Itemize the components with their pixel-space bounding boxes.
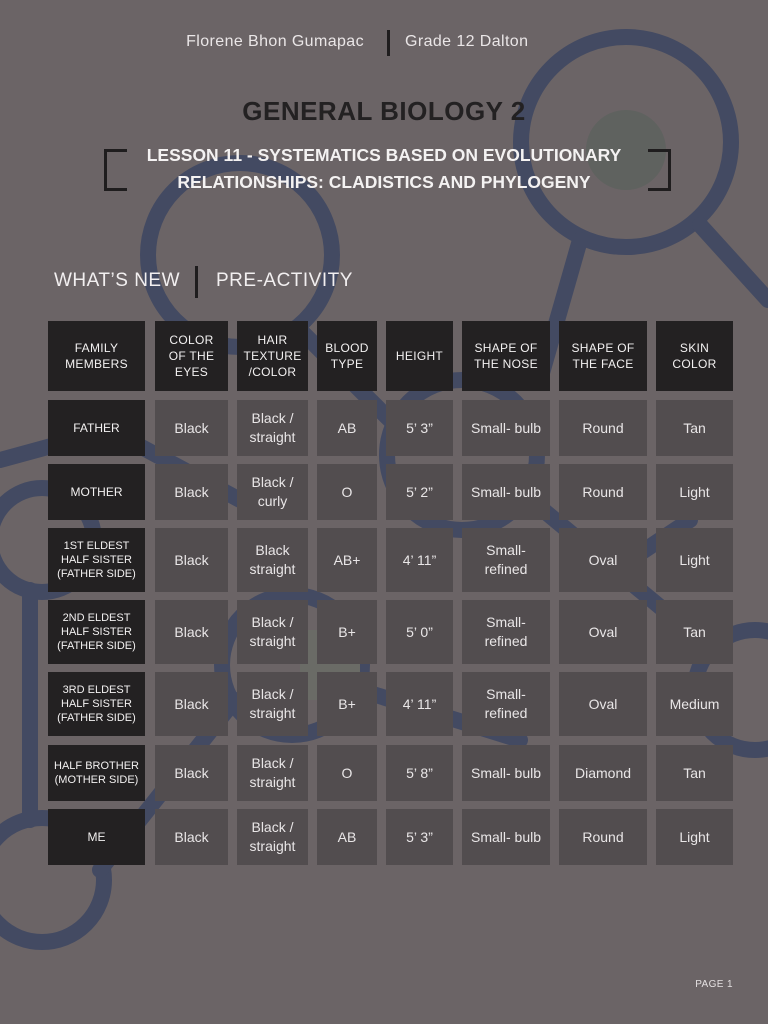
cell-text-line: (MOTHER SIDE): [54, 774, 139, 786]
table-cell-blood-type: AB: [317, 400, 377, 456]
cell-text-line: BLOOD: [325, 341, 369, 355]
table-cell-height: 5’ 3”: [386, 400, 453, 456]
table-cell-hair-texture-color: [237, 400, 308, 456]
cell-text-line: Black /: [251, 755, 294, 771]
cell-text-line: 2ND ELDEST: [62, 612, 131, 624]
author-name: Florene Bhon Gumapac: [186, 33, 364, 50]
table-cell-blood-type: AB: [317, 809, 377, 865]
table-cell-blood-type: B+: [317, 672, 377, 736]
table-cell-skin-color: Light: [656, 528, 733, 592]
table-cell-nose-shape: [462, 528, 550, 592]
cell-text-line: straight: [249, 838, 296, 854]
table-cell-nose-shape: [462, 400, 550, 456]
grade-section: Grade 12 Dalton: [405, 33, 529, 50]
table-cell-hair-texture-color: [237, 809, 308, 865]
cell-text-line: SHAPE OF: [571, 341, 635, 355]
cell-text-line: refined: [484, 705, 528, 721]
table-cell-face-shape: Round: [559, 400, 647, 456]
cell-text-line: TYPE: [330, 357, 364, 371]
cell-text-line: OF THE: [168, 349, 215, 363]
column-header-hair-texture-color: [237, 321, 308, 391]
table-cell-height: 5’ 8”: [386, 745, 453, 801]
row-header-family-member: [48, 464, 145, 520]
cell-text-line: HALF SISTER: [61, 626, 132, 638]
section-sublabel: PRE-ACTIVITY: [216, 270, 353, 291]
cell-text-line: FAMILY: [74, 341, 119, 355]
table-cell-skin-color: Medium: [656, 672, 733, 736]
cell-text-line: Black /: [251, 686, 294, 702]
cell-text-line: SHAPE OF: [474, 341, 538, 355]
table-cell-nose-shape: [462, 745, 550, 801]
cell-text-line: HEIGHT: [395, 349, 444, 363]
page-number: PAGE 1: [695, 979, 733, 990]
cell-text-line: SKIN: [679, 341, 710, 355]
table-cell-skin-color: Tan: [656, 400, 733, 456]
cell-text-line: (FATHER SIDE): [57, 568, 136, 580]
cell-text-line: Black /: [251, 819, 294, 835]
cell-text-line: THE NOSE: [474, 357, 538, 371]
cell-text-line: Small- bulb: [470, 483, 542, 500]
table-cell-height: 4’ 11”: [386, 528, 453, 592]
cell-text-line: TEXTURE: [243, 349, 302, 363]
column-header-blood-type: [317, 321, 377, 391]
cell-text-line: straight: [249, 774, 296, 790]
table-cell-eye-color: Black: [155, 464, 228, 520]
table-cell-nose-shape: [462, 600, 550, 664]
table-cell-skin-color: Light: [656, 809, 733, 865]
table-cell-height: 5’ 0”: [386, 600, 453, 664]
cell-text-line: Small- bulb: [470, 764, 542, 781]
row-header-family-member: [48, 600, 145, 664]
table-cell-face-shape: Oval: [559, 528, 647, 592]
table-cell-hair-texture-color: [237, 600, 308, 664]
subject-title: GENERAL BIOLOGY 2: [242, 96, 526, 126]
cell-text-line: Small- bulb: [470, 828, 542, 845]
cell-text-line: 1ST ELDEST: [63, 540, 130, 552]
table-cell-face-shape: Round: [559, 464, 647, 520]
cell-text-line: MOTHER: [70, 485, 123, 499]
table-cell-blood-type: AB+: [317, 528, 377, 592]
table-cell-face-shape: Round: [559, 809, 647, 865]
cell-text-line: Black /: [251, 614, 294, 630]
row-header-family-member: [48, 672, 145, 736]
cell-text-line: refined: [484, 633, 528, 649]
cell-text-line: straight: [249, 429, 296, 445]
column-header-family-members: [48, 321, 145, 391]
table-cell-face-shape: Diamond: [559, 745, 647, 801]
cell-text-line: straight: [249, 705, 296, 721]
cell-text-line: Black /: [251, 410, 294, 426]
table-cell-blood-type: O: [317, 745, 377, 801]
row-header-family-member: [48, 400, 145, 456]
section-label: WHAT’S NEW: [54, 270, 181, 291]
lesson-title-line-2: RELATIONSHIPS: CLADISTICS AND PHYLOGENY: [177, 172, 591, 192]
table-cell-eye-color: Black: [155, 745, 228, 801]
table-cell-eye-color: Black: [155, 528, 228, 592]
cell-text-line: EYES: [174, 365, 209, 379]
column-header-skin-color: [656, 321, 733, 391]
cell-text-line: THE FACE: [572, 357, 634, 371]
table-cell-hair-texture-color: [237, 672, 308, 736]
column-header-face-shape: [559, 321, 647, 391]
table-cell-eye-color: Black: [155, 400, 228, 456]
cell-text-line: Black: [255, 542, 290, 558]
table-cell-height: 5’ 2”: [386, 464, 453, 520]
lesson-title-line-1: LESSON 11 - SYSTEMATICS BASED ON EVOLUTIONARY: [146, 145, 622, 165]
table-cell-hair-texture-color: [237, 464, 308, 520]
row-header-family-member: [48, 528, 145, 592]
cell-text-line: FATHER: [73, 421, 120, 435]
table-cell-skin-color: Tan: [656, 600, 733, 664]
column-header-eye-color: [155, 321, 228, 391]
table-cell-eye-color: Black: [155, 600, 228, 664]
table-cell-eye-color: Black: [155, 672, 228, 736]
cell-text-line: refined: [484, 561, 528, 577]
column-header-nose-shape: [462, 321, 550, 391]
cell-text-line: HAIR: [257, 333, 288, 347]
cell-text-line: Black /: [251, 474, 294, 490]
table-cell-height: 4’ 11”: [386, 672, 453, 736]
cell-text-line: COLOR: [672, 357, 717, 371]
cell-text-line: Small- bulb: [470, 419, 542, 436]
table-cell-face-shape: Oval: [559, 672, 647, 736]
cell-text-line: straight: [249, 633, 296, 649]
table-cell-height: 5’ 3”: [386, 809, 453, 865]
cell-text-line: ME: [87, 830, 106, 844]
table-cell-nose-shape: [462, 672, 550, 736]
table-cell-face-shape: Oval: [559, 600, 647, 664]
table-cell-nose-shape: [462, 464, 550, 520]
cell-text-line: COLOR: [169, 333, 214, 347]
cell-text-line: HALF SISTER: [61, 554, 132, 566]
cell-text-line: Small-: [486, 614, 526, 630]
row-header-family-member: [48, 745, 145, 801]
table-cell-blood-type: O: [317, 464, 377, 520]
cell-text-line: MEMBERS: [65, 357, 128, 371]
row-header-family-member: [48, 809, 145, 865]
cell-text-line: Small-: [486, 542, 526, 558]
column-header-height: [386, 321, 453, 391]
table-cell-skin-color: Light: [656, 464, 733, 520]
cell-text-line: (FATHER SIDE): [57, 640, 136, 652]
table-cell-nose-shape: [462, 809, 550, 865]
cell-text-line: (FATHER SIDE): [57, 712, 136, 724]
table-cell-hair-texture-color: [237, 528, 308, 592]
table-cell-skin-color: Tan: [656, 745, 733, 801]
cell-text-line: Small-: [486, 686, 526, 702]
cell-text-line: curly: [257, 493, 288, 509]
cell-text-line: straight: [249, 561, 296, 577]
table-cell-eye-color: Black: [155, 809, 228, 865]
cell-text-line: /COLOR: [248, 365, 297, 379]
table-cell-hair-texture-color: [237, 745, 308, 801]
cell-text-line: 3RD ELDEST: [62, 684, 131, 696]
cell-text-line: HALF SISTER: [61, 698, 132, 710]
cell-text-line: HALF BROTHER: [54, 760, 139, 772]
table-cell-blood-type: B+: [317, 600, 377, 664]
